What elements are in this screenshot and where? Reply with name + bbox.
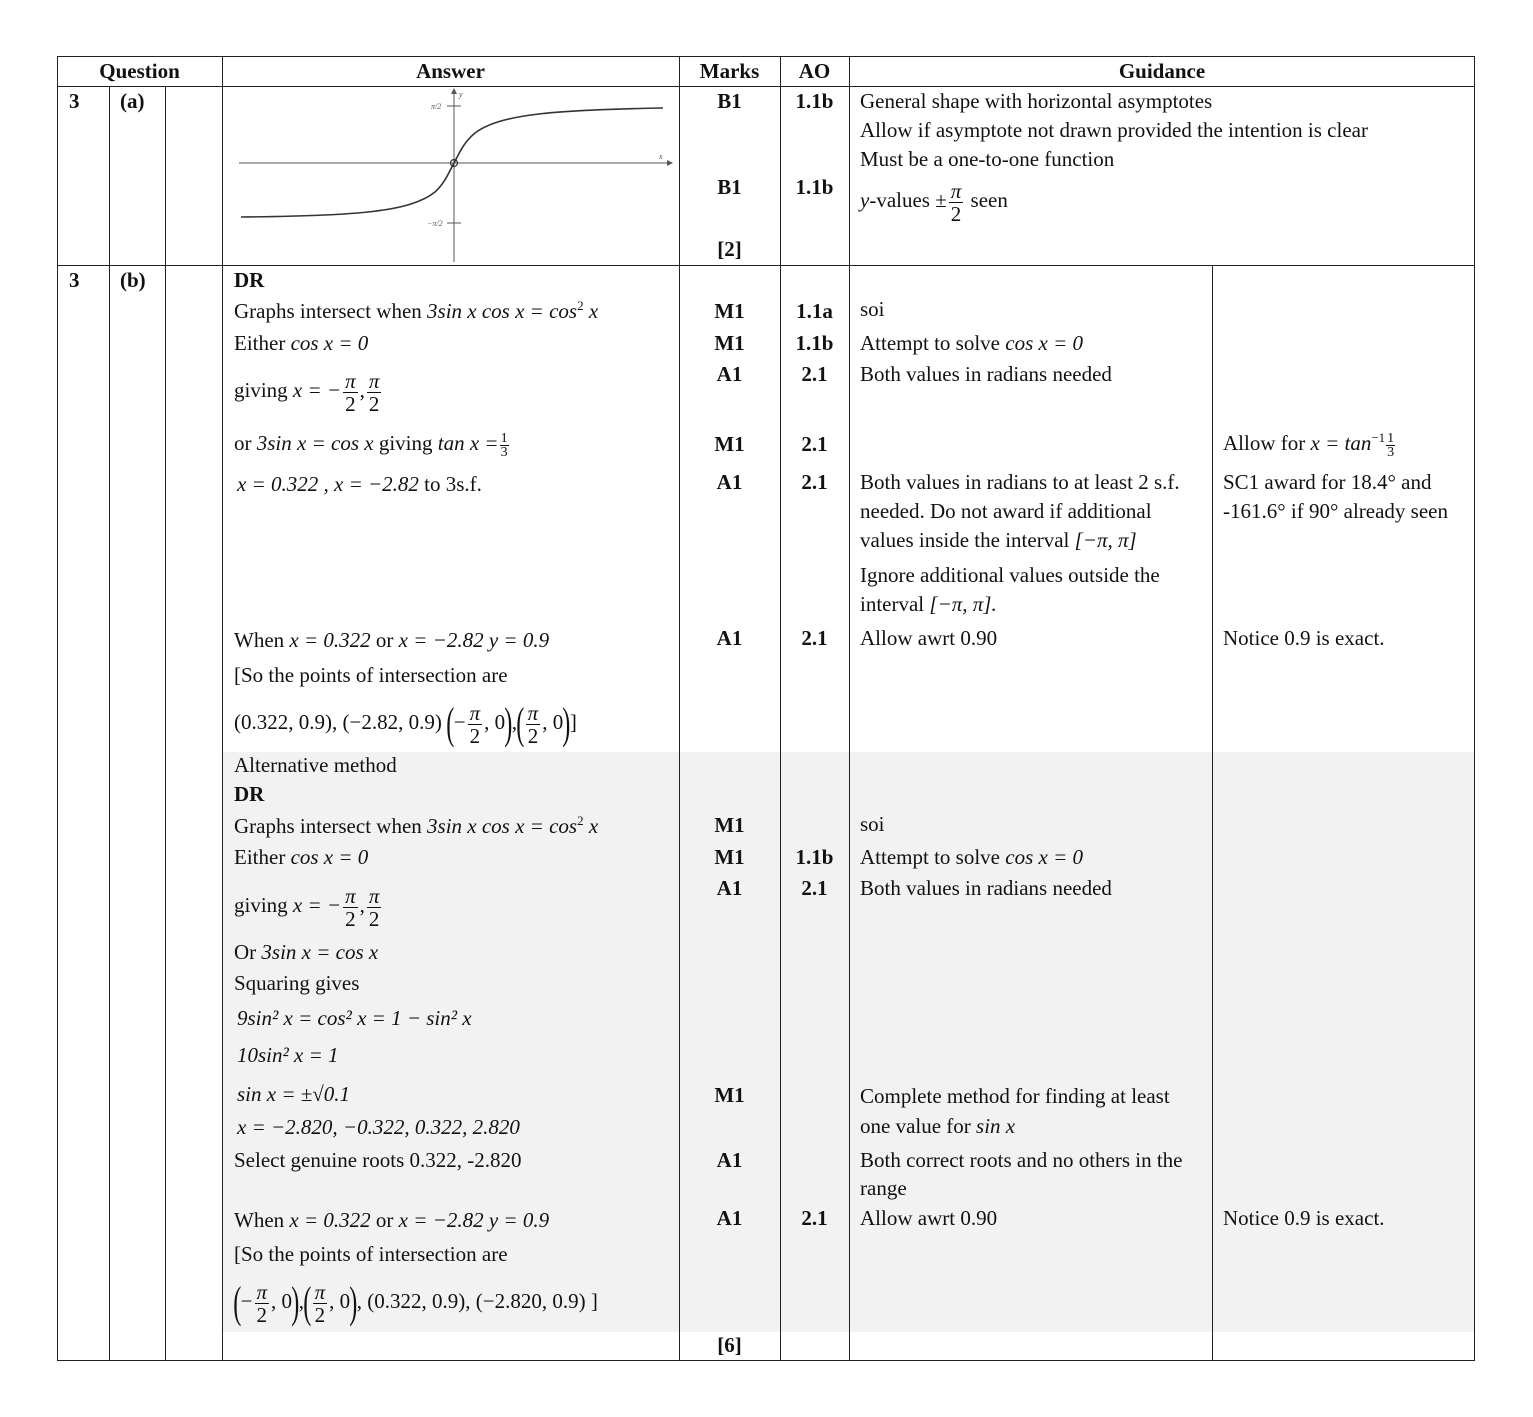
mark-b1: M1 — [714, 299, 745, 323]
guidance-both-sf-2: needed. Do not award if additional — [860, 499, 1152, 523]
alt-line-either: Either cos x = 0 — [234, 845, 369, 869]
alt-line-intersect: Graphs intersect when 3sin x $\cos x = \cos^2 x$ — [234, 813, 599, 838]
alt-guidance-attempt: Attempt to solve cos x = 0 — [860, 845, 1083, 869]
guidance-a3: Must be a one-to-one function — [860, 147, 1115, 171]
alt-eq1: 9sin² x = cos² x = 1 − sin² x — [237, 1006, 472, 1030]
ao-b4: 2.1 — [801, 432, 828, 456]
alt-mark-4: M1 — [714, 1083, 745, 1107]
graph-top-label: π/2 — [431, 102, 442, 111]
alt-select: Select genuine roots 0.322, -2.820 — [234, 1148, 522, 1172]
line-values: x = 0.322 , x = −2.82 to 3s.f. — [237, 472, 482, 496]
mark-b5: A1 — [716, 470, 743, 494]
line-or: or 3sin x = cos x giving tan x = $\frac{1}{3}$ — [234, 430, 508, 460]
guidance-a1: General shape with horizontal asymptotes — [860, 89, 1213, 113]
arctan-graph — [235, 86, 675, 266]
question-part-b: (b) — [120, 268, 146, 292]
alt-points: (− $\frac{\pi}{2}$ , 0),( $\frac{\pi}{2}$ , 0), (0.322, 0.9), (−2.820, 0.9) ] — [233, 1278, 598, 1328]
alt-title: Alternative method — [234, 753, 397, 777]
guidance-ignore-1: Ignore additional values outside the — [860, 563, 1160, 587]
header-guidance: Guidance — [1118, 59, 1206, 83]
graph-x-label: x — [659, 152, 663, 161]
points-of-intersection: (0.322, 0.9), (−2.82, 0.9) (− $\frac{\pi}{2}$ , 0),( $\frac{\pi}{2}$ , 0)] — [234, 699, 577, 749]
alt-ao-1: 1.1b — [795, 845, 834, 869]
alt-guidance-awrt: Allow awrt 0.90 — [860, 1206, 998, 1230]
guidance-both-sf-3: values inside the interval [−π, π] — [860, 528, 1137, 552]
line-when: When x = 0.322 or x = −2.82 y = 0.9 — [234, 628, 550, 652]
alt-line-when: When x = 0.322 or x = −2.82 y = 0.9 — [234, 1208, 550, 1232]
graph-bottom-label: −π/2 — [427, 219, 443, 228]
alt-line-so: [So the points of intersection are — [234, 1242, 508, 1266]
dr-label: DR — [234, 268, 265, 292]
mark-b-total: [6] — [717, 1333, 742, 1357]
alt-ao-2: 2.1 — [801, 876, 828, 900]
mark-a1: B1 — [717, 89, 742, 113]
extra-notice: Notice 0.9 is exact. — [1223, 626, 1385, 650]
alt-mark-2: M1 — [714, 845, 745, 869]
ao-b3: 2.1 — [801, 362, 828, 386]
alt-mark-3: A1 — [716, 876, 743, 900]
guidance-both-radians: Both values in radians needed — [860, 362, 1112, 386]
extra-sc1-1: SC1 award for 18.4° and — [1223, 470, 1432, 494]
alt-guidance-both-radians: Both values in radians needed — [860, 876, 1112, 900]
alt-squaring: Squaring gives — [234, 971, 360, 995]
alt-eq2: 10sin² x = 1 — [237, 1043, 339, 1067]
mark-scheme-table — [57, 56, 1475, 1361]
alt-eq4: x = −2.820, −0.322, 0.322, 2.820 — [237, 1115, 520, 1139]
mark-b2: M1 — [714, 331, 745, 355]
guidance-attempt: Attempt to solve cos x = 0 — [860, 331, 1083, 355]
alt-guidance-both-correct-2: range — [860, 1176, 907, 1200]
alt-mark-6: A1 — [716, 1206, 743, 1230]
mark-b4: M1 — [714, 432, 745, 456]
alt-ao-3: 2.1 — [801, 1206, 828, 1230]
guidance-a2: Allow if asymptote not drawn provided the intention is clear — [860, 118, 1368, 142]
ao-b2: 1.1b — [795, 331, 834, 355]
guidance-yvalues: y-values ± $\frac{\pi}{2}$ seen — [860, 178, 1008, 226]
alt-eq3: sin x = ±√0.1 — [237, 1082, 351, 1106]
guidance-soi: soi — [860, 297, 885, 321]
ao-b6: 2.1 — [801, 626, 828, 650]
ao-a1: 1.1b — [795, 89, 834, 113]
question-number: 3 — [69, 89, 80, 113]
line-giving: giving x = − $\frac{\pi}{2}$ , $\frac{\pi}{2}$ — [234, 368, 380, 416]
alt-guidance-soi: soi — [860, 812, 885, 836]
guidance-awrt: Allow awrt 0.90 — [860, 626, 998, 650]
extra-sc1-2: -161.6° if 90° already seen — [1223, 499, 1448, 523]
alt-guidance-complete-2: one value for sin x — [860, 1114, 1016, 1138]
mark-b3: A1 — [716, 362, 743, 386]
alt-line-giving: giving x = − $\frac{\pi}{2}$ , $\frac{\pi}{2}$ — [234, 883, 380, 931]
header-marks: Marks — [699, 59, 760, 83]
alt-mark-5: A1 — [716, 1148, 743, 1172]
ao-b5: 2.1 — [801, 470, 828, 494]
ao-b1: 1.1a — [796, 299, 833, 323]
header-question: Question — [99, 59, 180, 83]
line-so: [So the points of intersection are — [234, 663, 508, 687]
line-intersect: Graphs intersect when 3sin x $\cos x = \cos^2 x$ — [234, 298, 599, 323]
alt-guidance-both-correct-1: Both correct roots and no others in the — [860, 1148, 1183, 1172]
question-part-a: (a) — [120, 89, 145, 113]
alt-line-or: Or 3sin x = cos x — [234, 940, 379, 964]
guidance-both-sf-1: Both values in radians to at least 2 s.f. — [860, 470, 1180, 494]
header-answer: Answer — [416, 59, 485, 83]
mark-b6: A1 — [716, 626, 743, 650]
ao-a2: 1.1b — [795, 175, 834, 199]
mark-a2: B1 — [717, 175, 742, 199]
alt-guidance-complete-1: Complete method for finding at least — [860, 1084, 1170, 1108]
alt-dr: DR — [234, 782, 265, 806]
alt-mark-1: M1 — [714, 813, 745, 837]
guidance-ignore-2: interval [−π, π]. — [860, 592, 997, 616]
graph-y-label: y — [459, 90, 463, 99]
mark-a-total: [2] — [717, 237, 742, 261]
line-either: Either cos x = 0 — [234, 331, 369, 355]
question-number-b: 3 — [69, 268, 80, 292]
alt-extra-notice: Notice 0.9 is exact. — [1223, 1206, 1385, 1230]
header-ao: AO — [798, 59, 831, 83]
extra-allow-for: Allow for $x = \tan^{-1}$ $\frac{1}{3}$ — [1223, 430, 1395, 460]
